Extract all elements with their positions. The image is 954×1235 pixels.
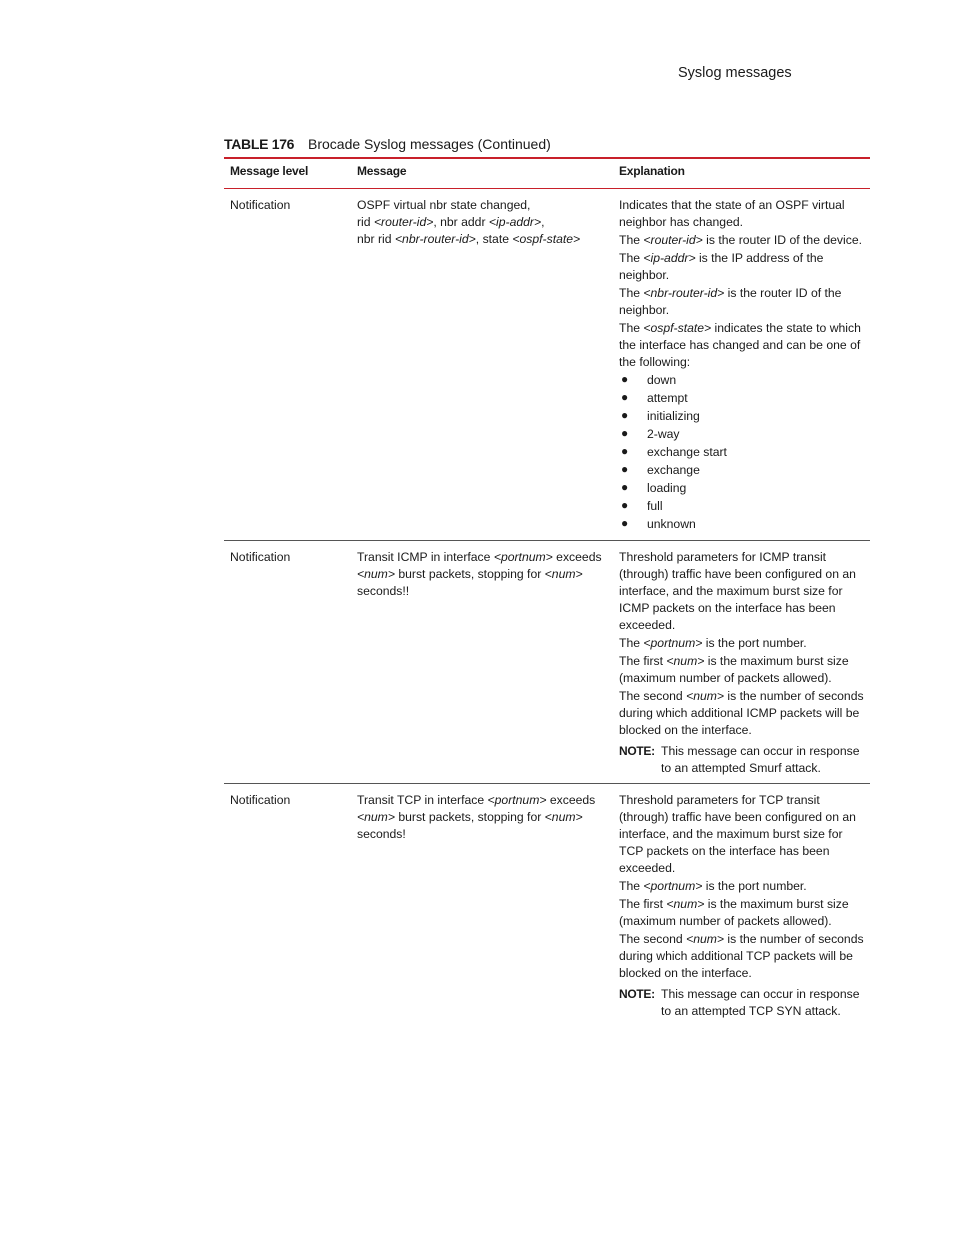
placeholder-text: <ip-addr>	[488, 215, 542, 229]
bullet-icon: ●	[621, 480, 629, 494]
explanation-paragraph: The <router-id> is the router ID of the device.	[619, 233, 862, 247]
explanation-paragraph: Threshold parameters for TCP transit (through) traffic have been configured on an interface, and the maximum burst size for TCP packets on the interface has been exceeded.	[619, 793, 856, 875]
explanation-paragraph: The second <num> is the number of seconds during which additional ICMP packets will be blocked on the interface.	[619, 689, 864, 737]
cell-message	[351, 189, 613, 541]
message-line: nbr rid <nbr-router-id>, state <ospf-state>	[357, 232, 581, 246]
note-label: NOTE:	[619, 987, 655, 1001]
placeholder-text: <num>	[357, 810, 395, 824]
state-list-item	[619, 516, 864, 534]
explanation-paragraph: The <portnum> is the port number.	[619, 636, 807, 650]
syslog-table	[224, 157, 870, 1026]
state-list-item	[619, 426, 864, 444]
explanation-paragraph: The <ospf-state> indicates the state to which the interface has changed and can be one of the following:	[619, 321, 861, 369]
table-row	[224, 189, 870, 541]
explanation-paragraph: The second <num> is the number of seconds during which additional TCP packets will be blocked on the interface.	[619, 932, 864, 980]
table-caption	[224, 136, 870, 152]
state-list-item	[619, 462, 864, 480]
state-list-item	[619, 390, 864, 408]
cell-explanation	[613, 541, 870, 784]
state-label: exchange start	[647, 445, 727, 459]
state-list-item	[619, 408, 864, 426]
placeholder-text: <nbr-router-id>	[643, 286, 725, 300]
state-label: 2-way	[647, 427, 680, 441]
explanation-paragraph: The <ip-addr> is the IP address of the neighbor.	[619, 251, 824, 282]
bullet-icon: ●	[621, 390, 629, 404]
placeholder-text: <num>	[686, 932, 725, 946]
state-list	[619, 372, 864, 534]
explanation-paragraph: The first <num> is the maximum burst size (maximum number of packets allowed).	[619, 897, 849, 928]
state-list-item	[619, 498, 864, 516]
placeholder-text: <num>	[686, 689, 725, 703]
state-label: attempt	[647, 391, 688, 405]
placeholder-text: <router-id>	[643, 233, 703, 247]
note-text: This message can occur in response to an attempted TCP SYN attack.	[661, 987, 860, 1018]
table-number: TABLE 176	[224, 136, 295, 152]
placeholder-text: <num>	[544, 567, 583, 581]
running-header: Syslog messages	[678, 65, 792, 81]
state-label: unknown	[647, 517, 696, 531]
placeholder-text: <nbr-router-id>	[394, 232, 476, 246]
column-header-message: Message	[351, 158, 613, 189]
state-list-item	[619, 372, 864, 390]
table-title: Brocade Syslog messages (Continued)	[308, 136, 551, 152]
placeholder-text: <portnum>	[643, 879, 703, 893]
placeholder-text: <ospf-state>	[643, 321, 712, 335]
bullet-icon: ●	[621, 372, 629, 386]
note-text: This message can occur in response to an attempted Smurf attack.	[661, 744, 860, 775]
bullet-icon: ●	[621, 462, 629, 476]
cell-message-level: Notification	[224, 541, 351, 784]
column-header-explanation: Explanation	[613, 158, 870, 189]
note-label: NOTE:	[619, 744, 655, 758]
explanation-paragraph: The <portnum> is the port number.	[619, 879, 807, 893]
explanation-paragraph: Threshold parameters for ICMP transit (through) traffic have been configured on an interface, and the maximum burst size for ICMP packets on the interface has been exceeded.	[619, 550, 856, 632]
explanation-paragraph: The first <num> is the maximum burst size (maximum number of packets allowed).	[619, 654, 849, 685]
placeholder-text: <ospf-state>	[512, 232, 581, 246]
state-label: exchange	[647, 463, 700, 477]
cell-message-level: Notification	[230, 793, 291, 807]
placeholder-text: <router-id>	[373, 215, 434, 229]
placeholder-text: <num>	[357, 567, 395, 581]
cell-message	[351, 784, 613, 1027]
placeholder-text: <portnum>	[493, 550, 553, 564]
bullet-icon: ●	[621, 498, 629, 512]
cell-explanation	[613, 784, 870, 1027]
state-label: full	[647, 499, 663, 513]
placeholder-text: <ip-addr>	[643, 251, 696, 265]
state-label: initializing	[647, 409, 700, 423]
state-label: down	[647, 373, 677, 387]
note	[619, 986, 864, 1020]
cell-explanation	[613, 189, 870, 541]
bullet-icon: ●	[621, 444, 629, 458]
message-line: OSPF virtual nbr state changed,	[357, 198, 531, 212]
table-header-row	[224, 158, 870, 189]
state-list-item	[619, 444, 864, 462]
placeholder-text: <portnum>	[487, 793, 547, 807]
placeholder-text: <num>	[666, 654, 705, 668]
message-line: Transit ICMP in interface <portnum> exceeds <num> burst packets, stopping for <num> seconds!!	[357, 550, 602, 598]
table-body	[224, 189, 870, 1027]
state-list-item	[619, 480, 864, 498]
bullet-icon: ●	[621, 426, 629, 440]
cell-message	[351, 541, 613, 784]
state-label: loading	[647, 481, 687, 495]
table-row	[224, 784, 870, 1027]
cell-message-level: Notification	[224, 189, 351, 541]
message-line: Transit TCP in interface <portnum> exceeds <num> burst packets, stopping for <num> seconds!	[357, 793, 596, 841]
column-header-message-level: Message level	[224, 158, 351, 189]
note	[619, 743, 864, 777]
bullet-icon: ●	[621, 408, 629, 422]
placeholder-text: <num>	[666, 897, 705, 911]
explanation-paragraph: The <nbr-router-id> is the router ID of the neighbor.	[619, 286, 842, 317]
explanation-paragraph: Indicates that the state of an OSPF virtual neighbor has changed.	[619, 198, 845, 229]
placeholder-text: <portnum>	[643, 636, 703, 650]
message-line: rid <router-id>, nbr addr <ip-addr>,	[357, 215, 545, 229]
placeholder-text: <num>	[544, 810, 583, 824]
table-row	[224, 541, 870, 784]
bullet-icon: ●	[621, 516, 629, 530]
